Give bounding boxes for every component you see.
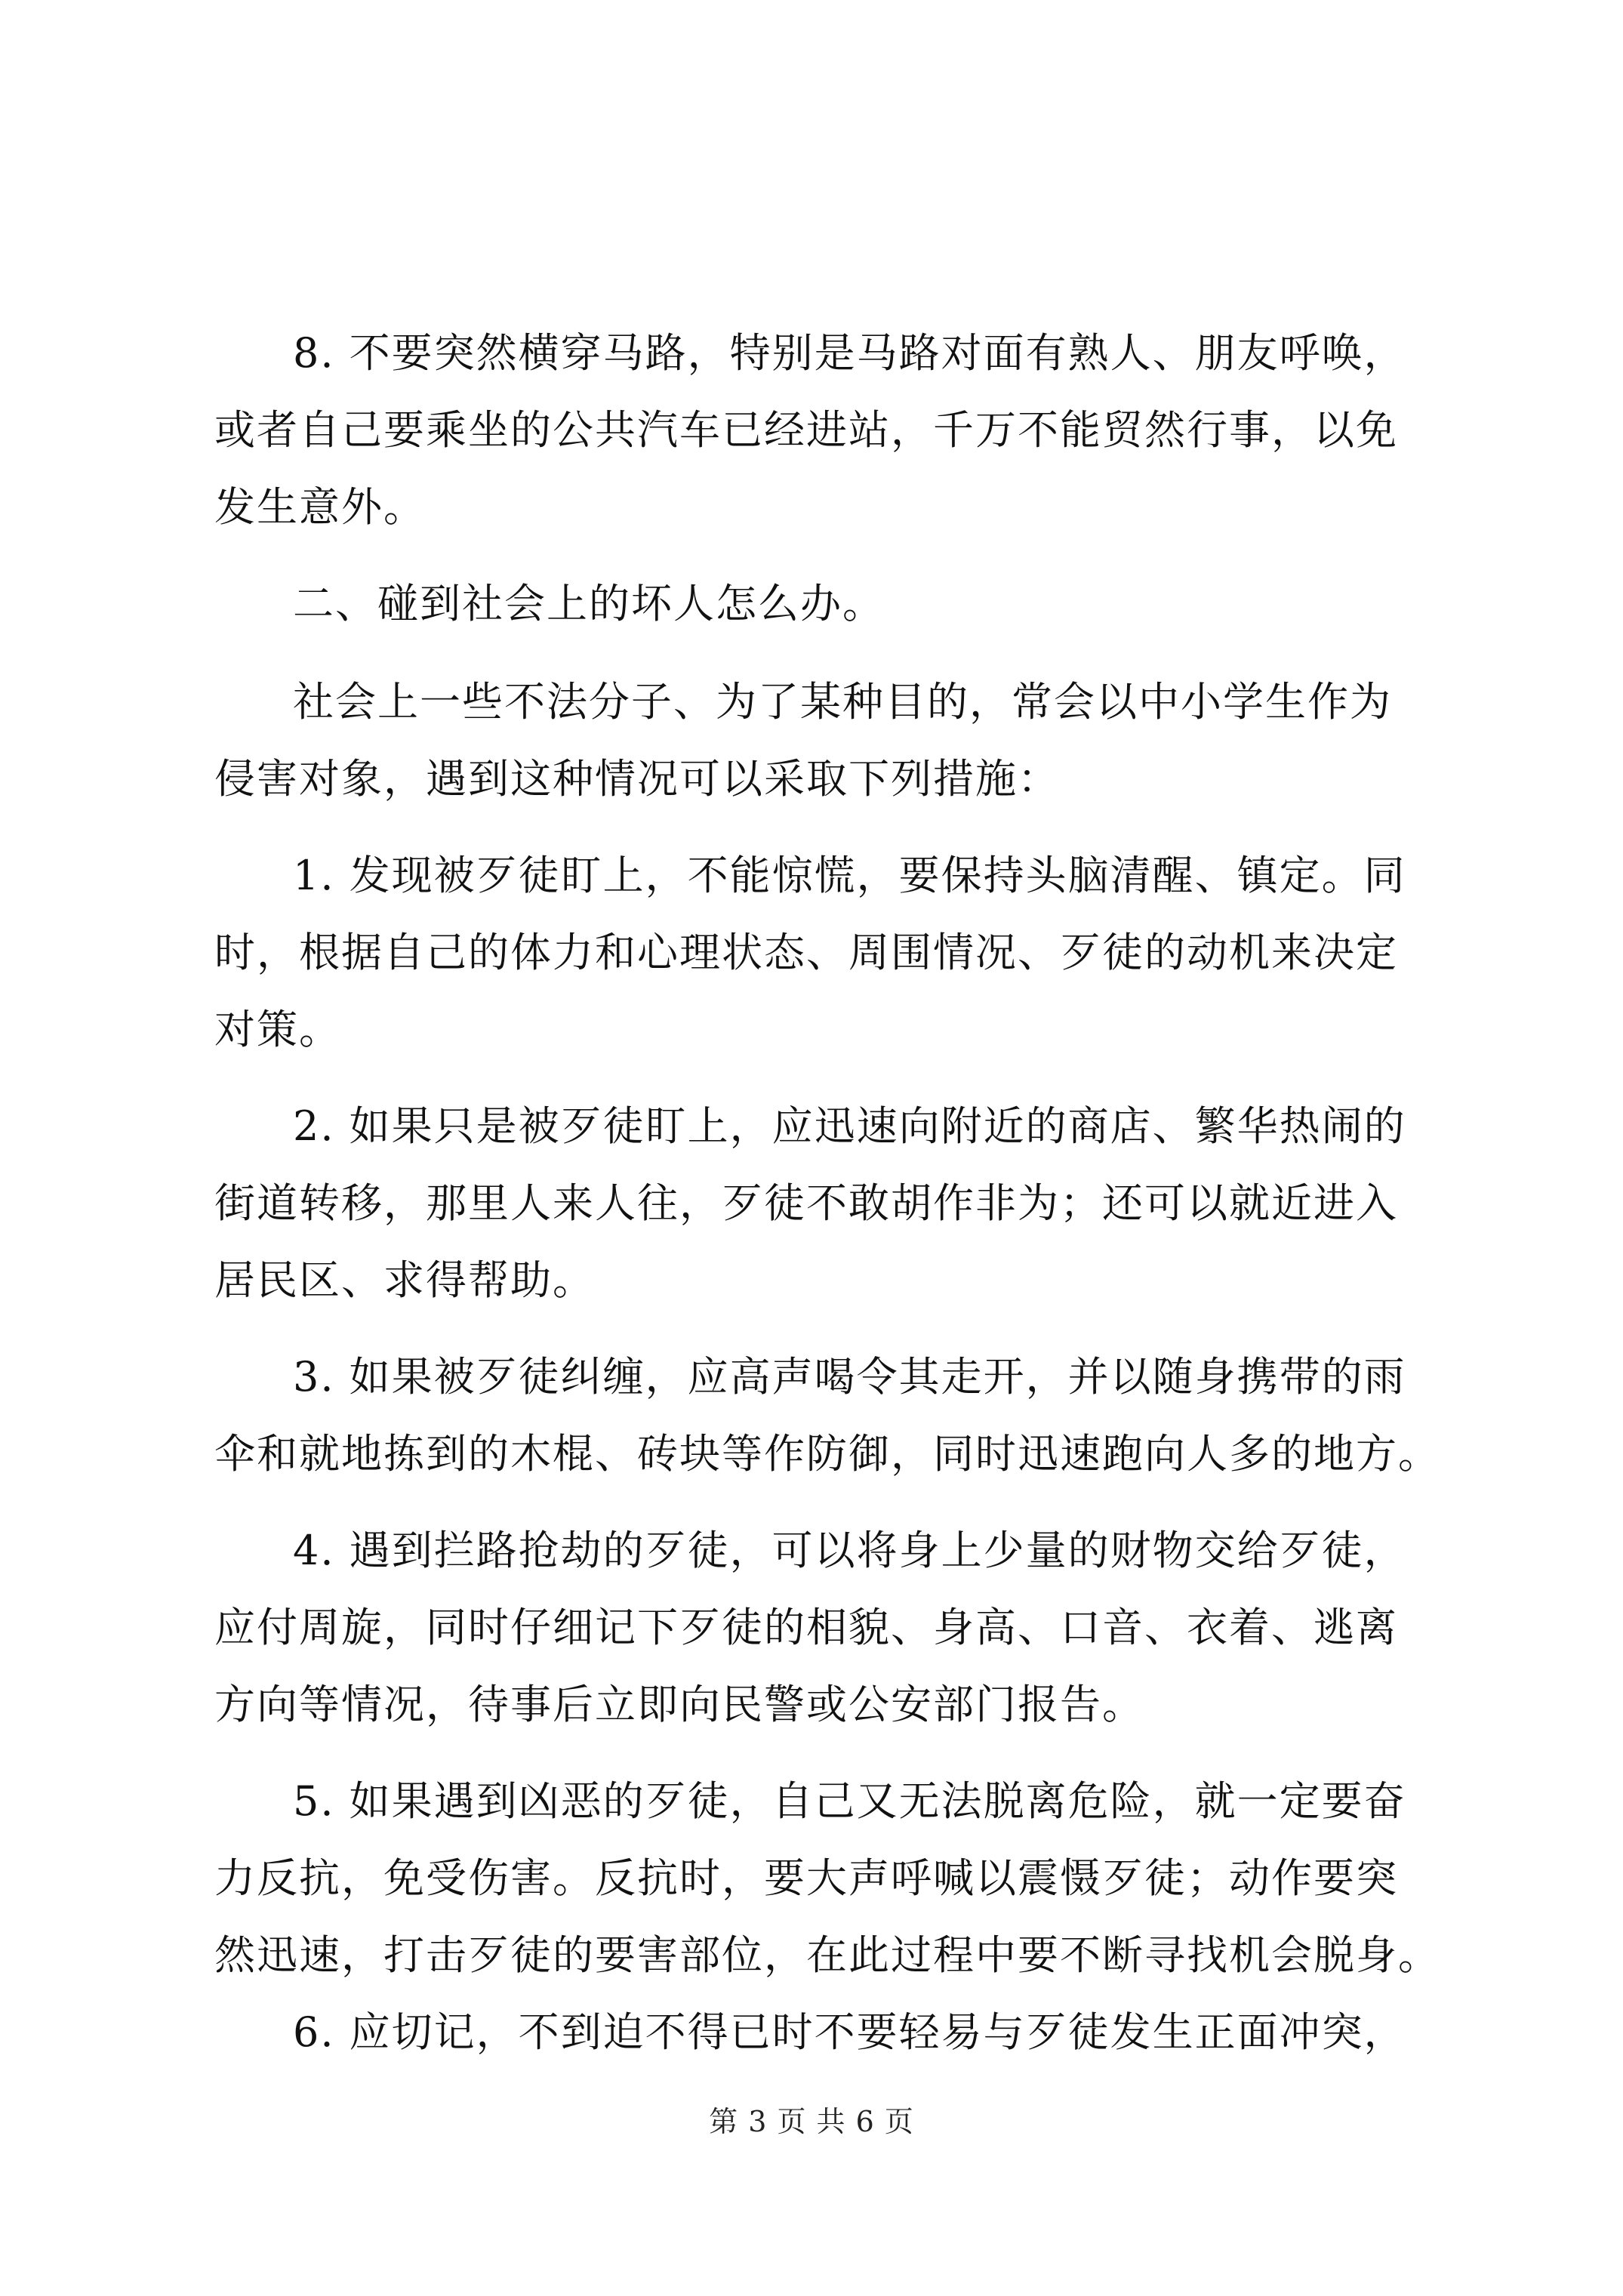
text-line: 2. 如果只是被歹徒盯上，应迅速向附近的商店、繁华热闹的 [293, 1102, 1406, 1150]
text-line: 力反抗，免受伤害。反抗时，要大声呼喊以震慑歹徒；动作要突 [214, 1854, 1398, 1902]
section-heading: 二、碰到社会上的坏人怎么办。 [293, 580, 885, 627]
text-line: 居民区、求得帮助。 [214, 1256, 595, 1304]
text-line: 侵害对象，遇到这种情况可以采取下列措施： [214, 755, 1060, 803]
text-line: 街道转移，那里人来人往，歹徒不敢胡作非为；还可以就近进入 [214, 1179, 1398, 1227]
text-line: 对策。 [214, 1006, 341, 1053]
text-line: 3. 如果被歹徒纠缠，应高声喝令其走开，并以随身携带的雨 [293, 1353, 1406, 1401]
text-line: 6. 应切记，不到迫不得已时不要轻易与歹徒发生正面冲突， [293, 2008, 1406, 2056]
text-line: 然迅速，打击歹徒的要害部位，在此过程中要不断寻找机会脱身。 [214, 1931, 1440, 1979]
text-line: 伞和就地拣到的木棍、砖块等作防御，同时迅速跑向人多的地方。 [214, 1430, 1440, 1478]
text-line: 社会上一些不法分子、为了某种目的，常会以中小学生作为 [293, 678, 1392, 726]
text-line: 8. 不要突然横穿马路，特别是马路对面有熟人、朋友呼唤， [293, 329, 1406, 377]
text-line: 5. 如果遇到凶恶的歹徒，自己又无法脱离危险，就一定要奋 [293, 1777, 1406, 1825]
text-line: 4. 遇到拦路抢劫的歹徒，可以将身上少量的财物交给歹徒， [293, 1527, 1406, 1574]
text-line: 发生意外。 [214, 483, 426, 531]
page-number-footer: 第 3 页 共 6 页 [709, 2105, 914, 2138]
text-line: 1. 发现被歹徒盯上，不能惊慌，要保持头脑清醒、镇定。同 [293, 852, 1406, 899]
text-line: 应付周旋，同时仔细记下歹徒的相貌、身高、口音、衣着、逃离 [214, 1604, 1398, 1651]
text-line: 方向等情况，待事后立即向民警或公安部门报告。 [214, 1681, 1144, 1728]
text-line: 时，根据自己的体力和心理状态、周围情况、歹徒的动机来决定 [214, 929, 1398, 976]
text-line: 或者自己要乘坐的公共汽车已经进站，千万不能贸然行事，以免 [214, 406, 1398, 454]
